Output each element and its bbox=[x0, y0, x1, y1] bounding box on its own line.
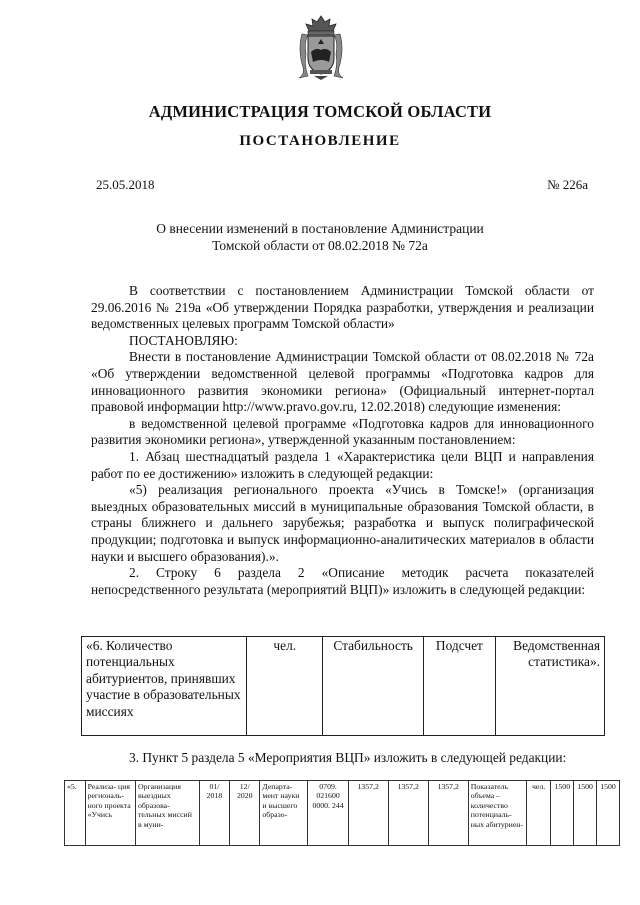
subject-line-1: О внесении изменений в постановление Администрации bbox=[156, 221, 484, 236]
organization-name: АДМИНИСТРАЦИЯ ТОМСКОЙ ОБЛАСТИ bbox=[148, 102, 492, 121]
unit-cell: чел. bbox=[247, 637, 323, 736]
paragraph-resolve: ПОСТАНОВЛЯЮ: bbox=[129, 332, 238, 348]
table-cell: Департа- мент науки и высшего образо- bbox=[260, 781, 308, 846]
type-cell: Стабильность bbox=[323, 637, 424, 736]
tomsk-coat-of-arms-icon bbox=[296, 14, 346, 82]
table-cell: чел. bbox=[526, 781, 551, 846]
paragraph-item-3: 3. Пункт 5 раздела 5 «Мероприятия ВЦП» изложить в следующей редакции: bbox=[129, 750, 567, 765]
source-cell: Ведомственная статистика». bbox=[495, 637, 604, 736]
indicator-table bbox=[81, 636, 605, 736]
table-row bbox=[65, 781, 620, 846]
subject-line-2: Томской области от 08.02.2018 № 72а bbox=[212, 238, 428, 253]
document-subject bbox=[0, 220, 640, 254]
paragraph-amend: Внести в постановление Администрации Томской области от 08.02.2018 № 72а «Об утверждении ведомственной целевой программы «Подготовка кадров для инновационного развития экономики региона» (Официальный интернет-портал правовой информации http://www.pravo.gov.ru, 12.02.2018) следующие изменения: bbox=[91, 349, 594, 415]
document-body bbox=[91, 283, 594, 598]
table-cell: 1500 bbox=[551, 781, 574, 846]
indicator-cell: «6. Количество потенциальных абитуриентов, принявших участие в образовательных миссиях bbox=[82, 637, 247, 736]
document-date: 25.05.2018 bbox=[96, 177, 155, 192]
table-cell: Организация выездных образова- тельных миссий в муни- bbox=[135, 781, 199, 846]
paragraph-program: в ведомственной целевой программе «Подготовка кадров для инновационного развития экономики региона», утвержденной указанным постановлением: bbox=[91, 415, 594, 448]
method-cell: Подсчет bbox=[424, 637, 496, 736]
document-type: ПОСТАНОВЛЕНИЕ bbox=[239, 133, 401, 149]
table-cell: 1357,2 bbox=[388, 781, 428, 846]
table-cell: 1500 bbox=[597, 781, 620, 846]
table-cell: 1357,2 bbox=[348, 781, 388, 846]
table-cell: 01/ 2018 bbox=[199, 781, 229, 846]
paragraph-item-1-text: «5) реализация регионального проекта «Учись в Томске!» (организация выездных образовательных миссий в муниципальные образования Томской области, в страны ближнего и дальнего зарубежья; разработка и выпуск полиграфической продукции; подготовка и выпуск информационно-аналитических материалов в области науки и высшего образования).». bbox=[91, 482, 594, 564]
table-cell: 0709. 021600 0000. 244 bbox=[308, 781, 348, 846]
table-cell: Реализа- ция региональ- ного проекта «Учись bbox=[85, 781, 135, 846]
table-cell: «5. bbox=[65, 781, 86, 846]
measures-table bbox=[64, 780, 620, 846]
table-cell: Показатель объема – количество потенциаль- ных абитуриен- bbox=[468, 781, 526, 846]
table-cell: 12/ 2020 bbox=[230, 781, 260, 846]
paragraph-basis: В соответствии с постановлением Администрации Томской области от 29.06.2016 № 219а «Об утверждении Порядка разработки, утверждения и реализации ведомственных целевых программ Томской области» bbox=[91, 283, 594, 332]
paragraph-item-1: 1. Абзац шестнадцатый раздела 1 «Характеристика цели ВЦП и направления работ по ее достижению» изложить в следующей редакции: bbox=[91, 448, 594, 481]
table-cell: 1500 bbox=[574, 781, 597, 846]
table-row bbox=[82, 637, 605, 736]
table-cell: 1357,2 bbox=[428, 781, 468, 846]
paragraph-item-2: 2. Строку 6 раздела 2 «Описание методик расчета показателей непосредственного результата (мероприятий ВЦП)» изложить в следующей редакции: bbox=[91, 565, 594, 597]
document-number: № 226а bbox=[547, 177, 588, 192]
